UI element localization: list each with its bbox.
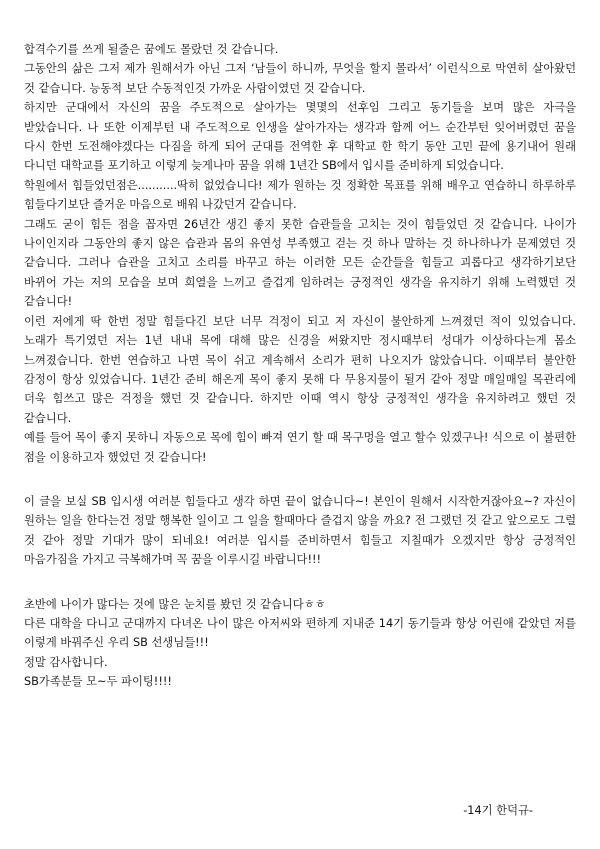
paragraph-military: 하지만 군대에서 자신의 꿈을 주도적으로 살아가는 몇몇의 선후임 그리고 동기들을 보며 많은 자극을 받았습니다. 나 또한 이제부턴 내 주도적으로 인생을 살아가자는 생각과 함께 어느 순간부턴 잊어버렸던 꿈을 다시 한번 도전해야겠다는 다짐을 하게 되어 군대를 전역한 후 대학교 한 학기 동안 고민 끝에 용기내어 원래 다니던 대학교를 포기하고 이렇게 늦게나마 꿈을 위해 1년간 SB에서 입시를 준비하게 되었습니다. <box>24 101 576 173</box>
paragraph-advice: 이 글을 보실 SB 입시생 여러분 힘들다고 생각 하면 끝이 없습니다~! 본인이 원해서 시작한거잖아요~? 자신이 원하는 일을 한다는건 정말 행복한 일이고 그 일을 할때마다 즐겁지 않을 까요? 전 그랬던 것 같고 앞으로도 그럴 것 같아 정말 기대가 많이 되네요! 여러분 입시를 준비하면서 힘들고 지칠때가 오겠지만 항상 긍정적인 마음가짐을 가지고 극복해가며 꼭 꿈을 이루시길 바랍니다!!! <box>24 494 576 567</box>
paragraph-habits: 그래도 굳이 힘든 점을 꼽자면 26년간 생긴 좋지 못한 습관들을 고치는 것이 힘들었던 것 같습니다. 나이가 나이인지라 그동안의 좋지 않은 습관과 몸의 유연성 부족했고 걷는 것 하나 말하는 것 하나하나가 문제였던 것 같습니다. 그러나 습관을 고치고 소리를 바꾸고 하는 이러한 모든 순간들을 힘들고 괴롭다고 생각하기보단 바뀌어 가는 저의 모습을 보며 희열을 느끼고 즐겁게 임하려는 긍정적인 생각을 유지하기 위해 노력했던 것 같습니다! <box>24 217 576 309</box>
paragraph-fighting: SB가족분들 모~두 파이팅!!!! <box>24 675 172 689</box>
paragraph-past-life: 그동안의 삶은 그저 제가 원해서가 아닌 그저 ‘남들이 하니까, 무엇을 할지 몰라서’ 이런식으로 막연히 살아왔던 것 같습니다. 능동적 보단 수동적인것 가까운 사람이였던 것 같습니다. <box>24 62 576 95</box>
paragraph-gap <box>24 467 576 492</box>
paragraph-academy: 학원에서 힘들었던점은...........딱히 없었습니다! 제가 원하는 것 정확한 목표를 위해 배우고 연습하니 하루하루 힘들다기보단 즐거운 마음으로 배워 나갔던거 같습니다. <box>24 178 576 212</box>
paragraph-gap <box>24 570 576 595</box>
paragraph-intro: 합격수기를 쓰게 될줄은 꿈에도 몰랐던 것 같습니다. <box>24 43 279 56</box>
paragraph-thank-you: 정말 감사합니다. <box>24 655 108 669</box>
paragraph-age: 초반에 나이가 많다는 것에 많은 눈치를 봤던 것 같습니다ㅎㅎ <box>24 597 326 611</box>
paragraph-thanks-teachers: 다른 대학을 다니고 군대까지 다녀온 나이 많은 아저씨와 편하게 지내준 14기 동기들과 항상 어린애 같았던 저를 이렇게 바꿔주신 우리 SB 선생님들!!! <box>24 616 577 650</box>
signature: -14기 한덕규- <box>463 804 533 817</box>
paragraph-voice-worry: 이런 저에게 딱 한번 정말 힘들다긴 보단 너무 걱정이 되고 저 자신이 불안하게 느껴졌던 적이 있었습니다. 노래가 특기였던 저는 1년 내내 목에 대해 많은 신경을 써왔지만 정시때부터 성대가 이상하다는게 몸소 느껴졌습니다. 한번 연습하고 나면 목이 쉬고 계속해서 소리가 편히 나오지가 않았습니다. 이때부터 불안한 감정이 항상 있었습니다. 1년간 준비 해온게 목이 좋지 못해 다 무용지물이 될거 같아 정말 매일매일 목관리에 더욱 힘쓰고 많은 걱정을 했던 것 같습니다. 하지만 이때 역시 항상 긍정적인 생각을 유지하려고 했던 것 같습니다. <box>24 314 576 425</box>
letter-body <box>24 40 576 692</box>
paragraph-example: 예를 들어 목이 좋지 못하니 자동으로 목에 힘이 빠져 연기 할 때 목구멍을 열고 할수 있겠구나! 식으로 이 불편한 점을 이용하고자 했었던 것 같습니다! <box>24 431 576 464</box>
